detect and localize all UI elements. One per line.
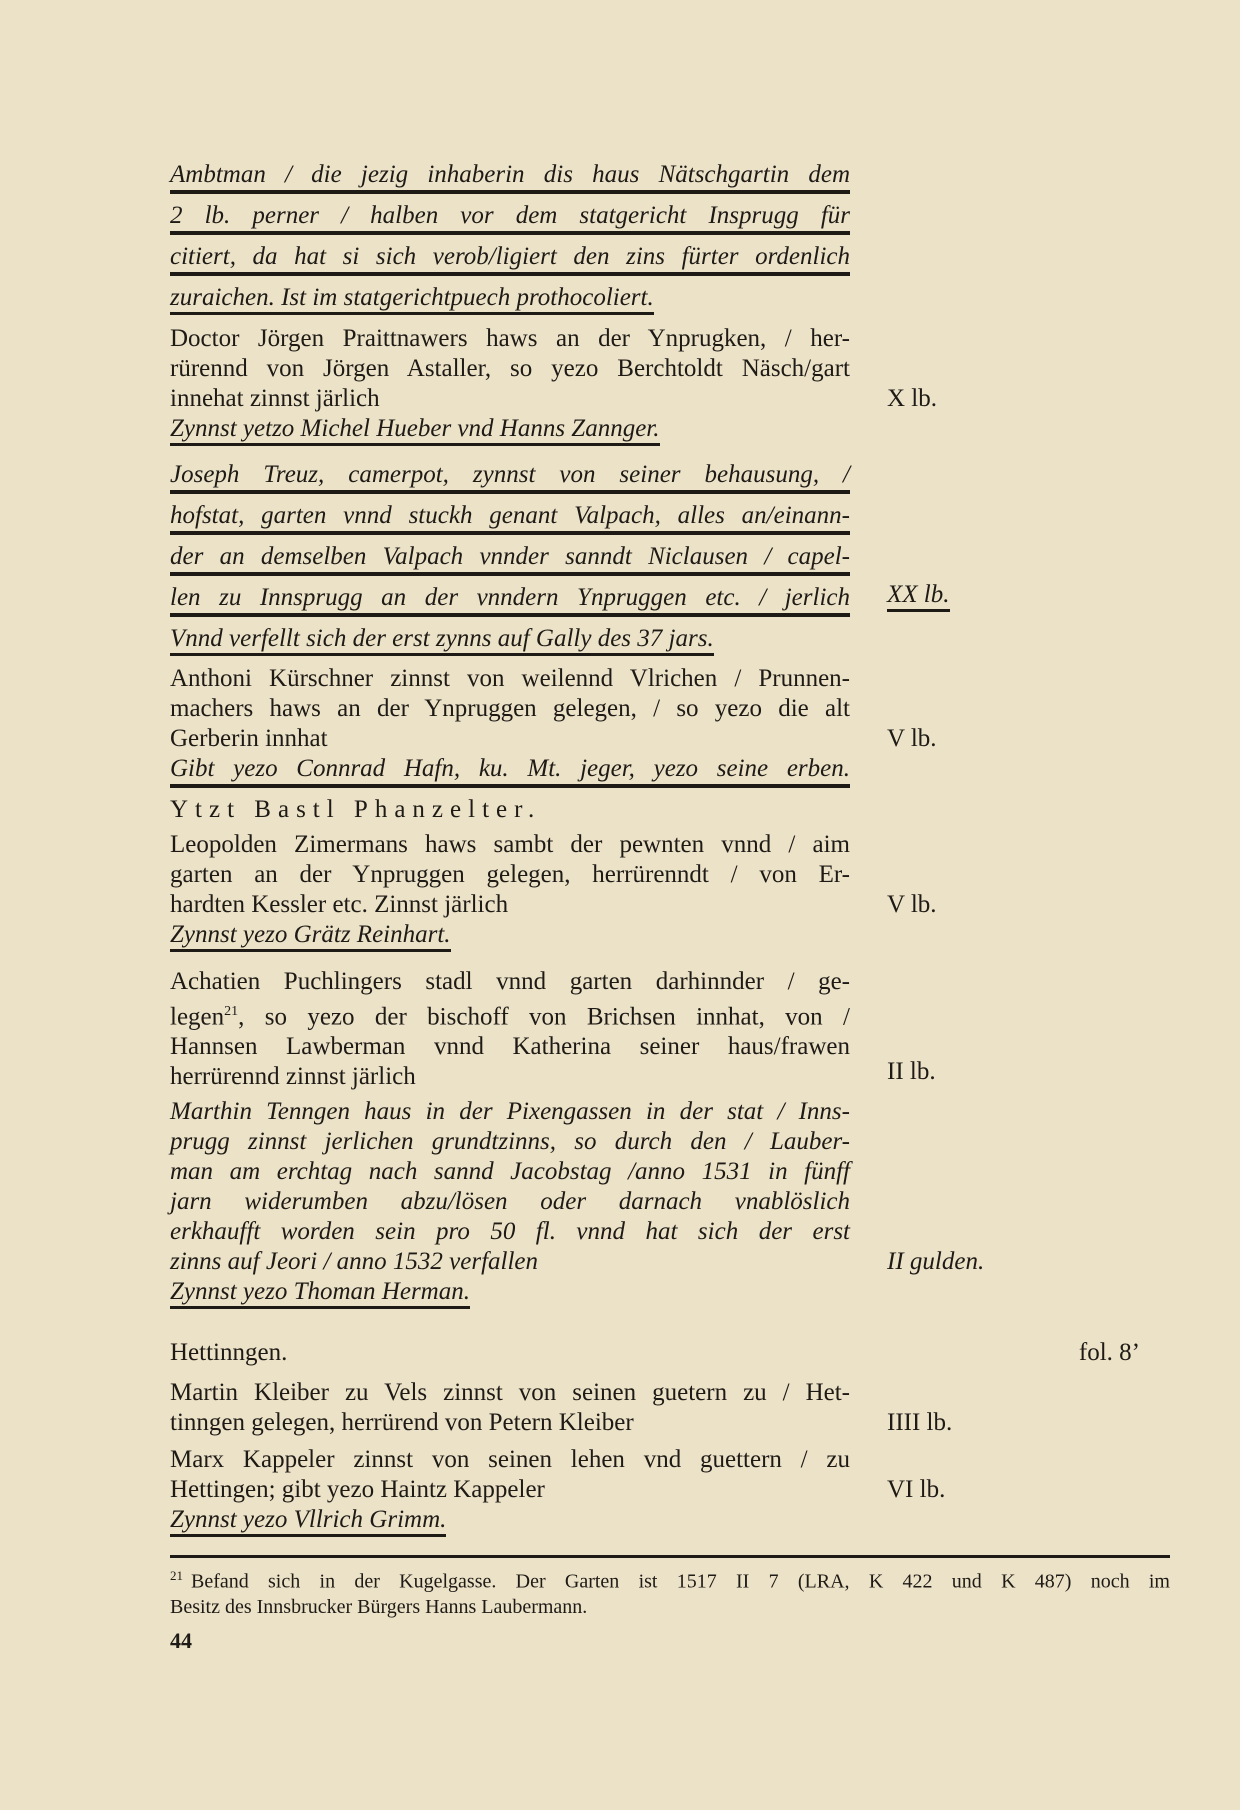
text-line: hardten Kessler etc. Zinnst järlich bbox=[170, 891, 509, 918]
entry-amount: V lb. bbox=[887, 725, 937, 752]
text-line: prugg zinnst jerlichen grundtzinns, so durch den / Lauber- bbox=[170, 1128, 850, 1155]
footnote-text: Befand sich in der Kugelgasse. Der Garten ist 1517 II 7 (LRA, K 422 und K 487) noch im bbox=[191, 1570, 1170, 1593]
entry-kappeler bbox=[170, 1445, 850, 1537]
entry-amount: V lb. bbox=[887, 891, 937, 918]
text-line: machers haws an der Ynpruggen gelegen, / so yezo die alt bbox=[170, 695, 850, 722]
text-line: Ambtman / die jezig inhaberin dis haus Nätschgartin dem bbox=[170, 160, 850, 194]
amount-text: XX lb. bbox=[887, 581, 950, 612]
entry-praittnawer bbox=[170, 324, 850, 446]
entry-note: Zynnst yezo Grätz Reinhart. bbox=[170, 921, 451, 952]
text-line: zinns auf Jeori / anno 1532 verfallen bbox=[170, 1248, 539, 1275]
entry-ambtman bbox=[170, 160, 850, 315]
text-line: Joseph Treuz, camerpot, zynnst von seiner behausung, / bbox=[170, 460, 850, 494]
footnote-line bbox=[170, 1563, 1170, 1595]
page-number: 44 bbox=[170, 1628, 192, 1653]
entry-amount: II gulden. bbox=[887, 1248, 985, 1275]
entry-treuz bbox=[170, 460, 850, 656]
entry-note: Vnnd verfellt sich der erst zynns auf Gally des 37 jars. bbox=[170, 625, 714, 656]
entry-amount: X lb. bbox=[887, 385, 937, 412]
text-line bbox=[170, 997, 850, 1032]
text-line: garten an der Ynpruggen gelegen, herrürenndt / von Er- bbox=[170, 861, 850, 888]
entry-puchlinger bbox=[170, 967, 850, 1092]
entry-note: Zynnst yezo Thoman Herman. bbox=[170, 1278, 470, 1309]
footnote-rule bbox=[170, 1555, 1170, 1558]
entry-kuerschner bbox=[170, 664, 850, 825]
text-line: Achatien Puchlingers stadl vnnd garten darhinnder / ge- bbox=[170, 968, 850, 995]
text-fragment: legen bbox=[170, 1003, 225, 1031]
text-line: Leopolden Zimermans haws sambt der pewnten vnnd / aim bbox=[170, 831, 850, 858]
section-heading: Hettinngen. bbox=[170, 1339, 288, 1366]
entry-note: Gibt yezo Connrad Hafn, ku. Mt. jeger, yezo seine erben. bbox=[170, 754, 850, 788]
text-line: 2 lb. perner / halben vor dem statgericht Insprugg für bbox=[170, 201, 850, 235]
text-line: Anthoni Kürschner zinnst von weilennd Vlrichen / Prunnen- bbox=[170, 665, 850, 692]
text-line: hofstat, garten vnnd stuckh genant Valpach, alles an/einann- bbox=[170, 501, 850, 535]
text-line: Marthin Tenngen haus in der Pixengassen in der stat / Inns- bbox=[170, 1098, 850, 1125]
text-line: der an demselben Valpach vnnder sanndt Niclausen / capel- bbox=[170, 542, 850, 576]
text-line: tinngen gelegen, herrürend von Petern Kleiber bbox=[170, 1409, 634, 1436]
text-line: Martin Kleiber zu Vels zinnst von seinen guetern zu / Het- bbox=[170, 1379, 850, 1406]
entry-amount bbox=[887, 580, 950, 612]
text-line: erkhaufft worden sein pro 50 fl. vnnd hat sich der erst bbox=[170, 1218, 850, 1245]
text-fragment: , so yezo der bischoff von Brichsen innhat, von / bbox=[238, 1003, 850, 1031]
entry-note: Zynnst yezo Vllrich Grimm. bbox=[170, 1506, 446, 1537]
text-line: Hettingen; gibt yezo Haintz Kappeler bbox=[170, 1476, 545, 1503]
text-line: jarn widerumben abzu/lösen oder darnach vnablöslich bbox=[170, 1188, 850, 1215]
text-line: zuraichen. Ist im statgerichtpuech prothocoliert. bbox=[170, 284, 654, 315]
text-line: Gerberin innhat bbox=[170, 725, 328, 752]
text-line: Doctor Jörgen Praittnawers haws an der Ynprugken, / her- bbox=[170, 325, 850, 352]
entry-tenngen bbox=[170, 1097, 850, 1309]
entry-amount: II lb. bbox=[887, 1058, 936, 1085]
entry-extra: Ytzt Bastl Phanzelter. bbox=[170, 796, 542, 823]
footnote bbox=[170, 1563, 1170, 1620]
entry-zimerman bbox=[170, 830, 850, 952]
footnote-ref: 21 bbox=[224, 1004, 239, 1019]
text-line: Marx Kappeler zinnst von seinen lehen vnd guettern / zu bbox=[170, 1446, 850, 1473]
entry-kleiber bbox=[170, 1378, 850, 1438]
folio-reference: fol. 8’ bbox=[1078, 1339, 1140, 1366]
entry-amount: VI lb. bbox=[887, 1476, 946, 1503]
text-line: citiert, da hat si sich verob/ligiert den zins fürter ordenlich bbox=[170, 242, 850, 276]
text-line: Hannsen Lawberman vnnd Katherina seiner haus/frawen bbox=[170, 1033, 850, 1061]
text-line: man am erchtag nach sannd Jacobstag /anno 1531 in fünff bbox=[170, 1158, 850, 1185]
text-line: rürennd von Jörgen Astaller, so yezo Berchtoldt Näsch/gart bbox=[170, 355, 850, 382]
text-line: herrürennd zinnst järlich bbox=[170, 1063, 416, 1091]
entry-note: Zynnst yetzo Michel Hueber vnd Hanns Zannger. bbox=[170, 415, 660, 446]
entry-amount: IIII lb. bbox=[887, 1409, 953, 1436]
footnote-mark: 21 bbox=[170, 1568, 183, 1583]
text-line: innehat zinnst järlich bbox=[170, 385, 380, 412]
footnote-line: Besitz des Innsbrucker Bürgers Hanns Laubermann. bbox=[170, 1595, 588, 1618]
text-line: len zu Innsprugg an der vnndern Ynpruggen etc. / jerlich bbox=[170, 583, 850, 617]
